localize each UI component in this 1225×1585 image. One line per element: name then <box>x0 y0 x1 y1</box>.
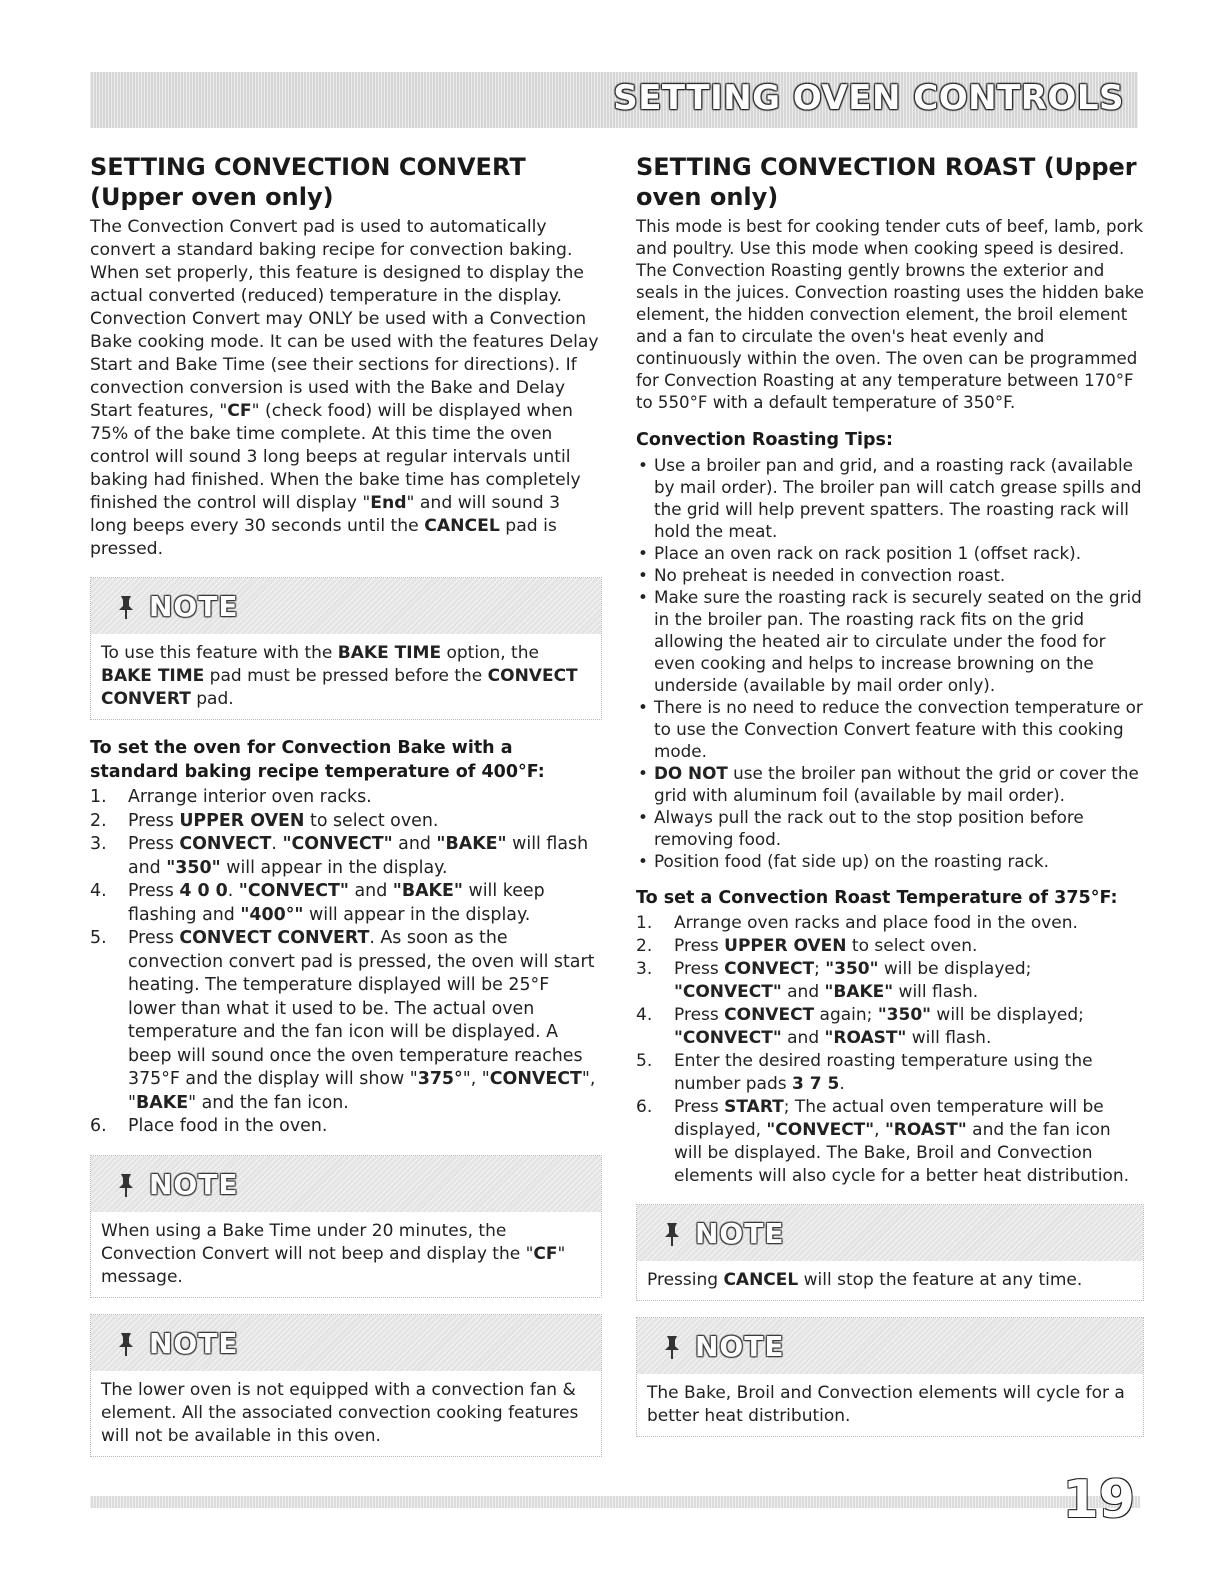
text-run: The Convection Convert pad is used to automatically convert a standard baking recipe for convection baking. When set properly, this feature is designed to display the actual converted (reduced) temperature in the display. Convection Convert may ONLY be used with a Convection Bake cooking mode. It can be used with the features Delay Start and Bake Time (see their sections for directions). If convection conversion is used with the Bake and Delay Start features, " <box>90 217 599 421</box>
step-number: 1. <box>636 913 653 933</box>
step-item <box>90 810 602 834</box>
tip-item <box>636 806 1144 850</box>
text-run: to select oven. <box>846 936 978 956</box>
convection-roast-intro: This mode is best for cooking tender cuts of beef, lamb, pork and poultry. Use this mode when cooking speed is desired. The Convection Roasting gently browns the exterior and seals in the juices. Convection roasting uses the hidden bake element, the hidden convection element, the broil element and a fan to circulate the oven's heat evenly and continuously within the oven. The oven can be programmed for Convection Roasting at any temperature between 170°F to 550°F with a default temperature of 350°F. <box>636 217 1144 412</box>
step-item <box>636 1050 1144 1096</box>
text-run: . <box>839 1074 845 1094</box>
page-number: 19 <box>1062 1470 1135 1530</box>
bold-text: 375° <box>417 1069 463 1089</box>
tip-item <box>636 542 1144 564</box>
text-run: pad must be pressed before the <box>204 666 488 686</box>
text-run: Pressing <box>647 1270 724 1290</box>
text-run: " message. <box>101 1243 566 1287</box>
text-run: ; The actual oven temperature will be displayed, <box>674 1097 1104 1140</box>
step-item <box>636 912 1144 935</box>
text-run: Press <box>128 834 180 854</box>
bold-text: "350" <box>166 857 221 878</box>
bold-text: CONVECT <box>724 1005 815 1025</box>
footer-bar <box>90 1496 1140 1508</box>
text-run: Enter the desired roasting temperature using the number pads <box>674 1051 1093 1094</box>
note-box-bake-time-under-20 <box>90 1155 602 1298</box>
note-box-bake-time <box>90 577 602 720</box>
text-run: ", " <box>128 1069 596 1113</box>
text-run: and <box>392 834 437 854</box>
text-run: Press <box>674 959 725 979</box>
bold-text: "CONVECT" <box>674 982 782 1002</box>
note-box-elements-cycle <box>636 1317 1144 1437</box>
text-run: " (check food) will be displayed when 75% of the bake time complete. At this time the oven control will sound 3 long beeps at regular intervals until baking had finished. When the bake time has completely finished the control will display " <box>90 401 581 513</box>
text-run: Use a broiler pan and grid, and a roasting rack (available by mail order). The broiler pan will catch grease spills and the grid will help prevent spatters. The roasting rack will hold the meat. <box>654 455 1142 541</box>
convection-convert-heading: SETTING CONVECTION CONVERT (Upper oven only) <box>90 153 526 211</box>
text-run: " and will sound 3 long beeps every 30 seconds until the <box>90 493 561 536</box>
text-run: Place an oven rack on rack position 1 (offset rack). <box>654 543 1082 563</box>
bold-text: CONVECT CONVERT <box>101 666 578 709</box>
text-run: will keep flashing and <box>128 881 545 925</box>
step-item <box>90 880 602 927</box>
step-item <box>636 958 1144 1004</box>
text-run: Arrange oven racks and place food in the oven. <box>674 913 1078 933</box>
bold-text: "CONVECT" <box>674 1028 782 1048</box>
text-run: . <box>227 881 239 901</box>
bold-text: BAKE TIME <box>101 666 205 686</box>
note-body <box>91 634 601 719</box>
bullet-icon: • <box>638 807 648 827</box>
bold-text: "ROAST" <box>884 1120 967 1140</box>
note-label: NOTE <box>149 590 239 623</box>
text-run: The lower oven is not equipped with a convection fan & element. All the associated convection cooking features will not be available in this oven. <box>101 1379 579 1446</box>
bold-text: "350" <box>877 1005 932 1025</box>
text-run: use the broiler pan without the grid or cover the grid with aluminum foil (available by mail order). <box>654 763 1139 805</box>
step-number: 4. <box>90 881 107 901</box>
text-run: and the fan icon will be displayed. The Bake, Broil and Convection elements will also cycle for a better heat distribution. <box>674 1120 1130 1186</box>
page-banner <box>90 72 1138 128</box>
step-number: 2. <box>636 936 653 956</box>
text-run: pad is pressed. <box>90 516 557 559</box>
step-number: 5. <box>636 1051 653 1071</box>
convection-convert-intro <box>90 216 602 561</box>
bold-text: "BAKE" <box>436 834 507 854</box>
bold-text: BAKE <box>136 1092 189 1113</box>
tip-item <box>636 454 1144 542</box>
text-run: ", " <box>462 1069 490 1089</box>
convection-bake-subhead: To set the oven for Convection Bake with a standard baking recipe temperature of 400°F: <box>90 738 545 782</box>
text-run: Press <box>674 1005 725 1025</box>
text-run: and <box>781 1028 825 1048</box>
tip-item <box>636 762 1144 806</box>
bold-text: "350" <box>825 959 879 979</box>
text-run: , <box>874 1120 885 1140</box>
note-box-lower-oven <box>90 1314 602 1457</box>
note-header <box>91 578 601 634</box>
step-item <box>90 1115 602 1139</box>
convection-roast-steps <box>636 912 1144 1188</box>
left-column <box>90 152 602 1473</box>
text-run: . <box>271 834 283 854</box>
step-number: 4. <box>636 1005 653 1025</box>
bullet-icon: • <box>638 565 648 585</box>
convection-roast-heading: SETTING CONVECTION ROAST (Upper oven only) <box>636 153 1137 211</box>
note-label: NOTE <box>149 1167 239 1201</box>
text-run: " and the fan icon. <box>188 1092 349 1113</box>
text-run: To use this feature with the <box>101 643 338 663</box>
text-run: will appear in the display. <box>303 904 531 925</box>
bold-text: CONVECT <box>724 959 815 979</box>
bold-text: 4 0 0 <box>179 881 228 901</box>
bold-text: CONVECT <box>179 834 272 854</box>
text-run: There is no need to reduce the convection temperature or to use the Convection Convert feature with this cooking mode. <box>654 697 1143 761</box>
step-number: 2. <box>90 810 107 831</box>
text-run: will be displayed; <box>878 959 1032 979</box>
step-item <box>636 935 1144 958</box>
text-run: and <box>781 982 825 1002</box>
text-run: will flash. <box>893 982 979 1002</box>
text-run: Arrange interior oven racks. <box>128 787 372 807</box>
tip-item <box>636 564 1144 586</box>
tip-item <box>636 850 1144 872</box>
bold-text: "CONVECT" <box>282 834 393 854</box>
text-run: Press <box>128 810 180 831</box>
bold-text: CF <box>533 1243 558 1264</box>
bullet-icon: • <box>638 763 648 783</box>
text-run: again; <box>814 1005 878 1025</box>
text-run: will be displayed; <box>931 1005 1084 1025</box>
tip-item <box>636 696 1144 762</box>
text-run: Press <box>128 881 180 901</box>
bold-text: "ROAST" <box>824 1028 907 1048</box>
step-number: 3. <box>90 834 107 854</box>
note-header <box>637 1205 1143 1261</box>
text-run: No preheat is needed in convection roast. <box>654 565 1006 585</box>
bold-text: CONVECT <box>489 1069 582 1089</box>
bold-text: CF <box>227 401 252 421</box>
text-run: option, the <box>441 643 539 663</box>
pushpin-icon <box>115 1331 137 1357</box>
text-run: ; <box>814 959 826 979</box>
roasting-tips-list <box>636 454 1144 872</box>
text-run: will flash and <box>128 834 589 878</box>
right-column <box>636 152 1144 1453</box>
bold-text: End <box>370 493 407 513</box>
text-run: Press <box>128 928 180 948</box>
step-item <box>90 927 602 1115</box>
note-body <box>91 1371 601 1456</box>
text-run: . As soon as the convection convert pad is pressed, the oven will start heating. The temperature displayed will be 25°F lower than what it used to be. The actual oven temperature and the fan icon will be displayed. A beep will sound once the oven temperature reaches 375°F and the display will show " <box>128 928 595 1089</box>
bold-text: "400°" <box>240 904 304 925</box>
bullet-icon: • <box>638 543 648 563</box>
bold-text: DO NOT <box>654 763 728 783</box>
step-number: 3. <box>636 959 653 979</box>
tip-item <box>636 586 1144 696</box>
step-item <box>90 786 602 810</box>
text-run: Press <box>674 1097 725 1117</box>
text-run: to select oven. <box>304 810 439 831</box>
bold-text: UPPER OVEN <box>724 936 847 956</box>
note-header <box>91 1315 601 1371</box>
step-number: 6. <box>636 1097 653 1117</box>
step-item <box>636 1096 1144 1188</box>
text-run: Press <box>674 936 725 956</box>
bold-text: "BAKE" <box>392 881 463 901</box>
pushpin-icon <box>661 1221 683 1247</box>
text-run: will appear in the display. <box>220 857 448 878</box>
bold-text: UPPER OVEN <box>179 810 305 831</box>
roasting-tips-heading: Convection Roasting Tips: <box>636 430 893 450</box>
step-number: 6. <box>90 1116 107 1136</box>
convection-bake-steps <box>90 786 602 1139</box>
note-header <box>637 1318 1143 1374</box>
bold-text: 3 7 5 <box>792 1074 840 1094</box>
convection-roast-subhead: To set a Convection Roast Temperature of 375°F: <box>636 888 1118 908</box>
bold-text: START <box>724 1097 784 1117</box>
bullet-icon: • <box>638 587 648 607</box>
bold-text: CONVECT CONVERT <box>179 928 370 948</box>
bold-text: "CONVECT" <box>766 1120 875 1140</box>
pushpin-icon <box>661 1334 683 1360</box>
step-item <box>636 1004 1144 1050</box>
note-body <box>91 1212 601 1297</box>
note-label: NOTE <box>149 1326 239 1360</box>
text-run: will stop the feature at any time. <box>798 1270 1083 1290</box>
text-run: Position food (fat side up) on the roasting rack. <box>654 851 1049 871</box>
banner-title: SETTING OVEN CONTROLS <box>613 78 1124 118</box>
step-number: 1. <box>90 787 107 807</box>
text-run: Make sure the roasting rack is securely seated on the grid in the broiler pan. The roasting rack fits on the grid allowing the heated air to circulate under the food for even cooking and helps to increase browning on the underside (available by mail order only). <box>654 587 1142 695</box>
bullet-icon: • <box>638 697 648 717</box>
text-run: Always pull the rack out to the stop position before removing food. <box>654 807 1084 849</box>
text-run: pad. <box>190 689 234 709</box>
text-run: When using a Bake Time under 20 minutes, the Convection Convert will not beep and display the " <box>101 1220 534 1264</box>
note-header <box>91 1156 601 1212</box>
text-run: will flash. <box>906 1028 992 1048</box>
bold-text: CANCEL <box>723 1270 799 1290</box>
bullet-icon: • <box>638 851 648 871</box>
step-number: 5. <box>90 928 107 948</box>
note-box-cancel <box>636 1204 1144 1301</box>
bullet-icon: • <box>638 455 648 475</box>
text-run: The Bake, Broil and Convection elements will cycle for a better heat distribution. <box>647 1383 1125 1426</box>
step-item <box>90 833 602 880</box>
bold-text: CANCEL <box>424 516 500 536</box>
text-run: and <box>348 881 393 901</box>
note-label: NOTE <box>695 1330 785 1363</box>
pushpin-icon <box>115 1172 137 1198</box>
bold-text: "CONVECT" <box>238 881 349 901</box>
bold-text: BAKE TIME <box>337 643 442 663</box>
note-label: NOTE <box>695 1217 785 1250</box>
note-body <box>637 1261 1143 1300</box>
note-body <box>637 1374 1143 1436</box>
bold-text: "BAKE" <box>824 982 894 1002</box>
text-run: Place food in the oven. <box>128 1116 328 1136</box>
pushpin-icon <box>115 594 137 620</box>
